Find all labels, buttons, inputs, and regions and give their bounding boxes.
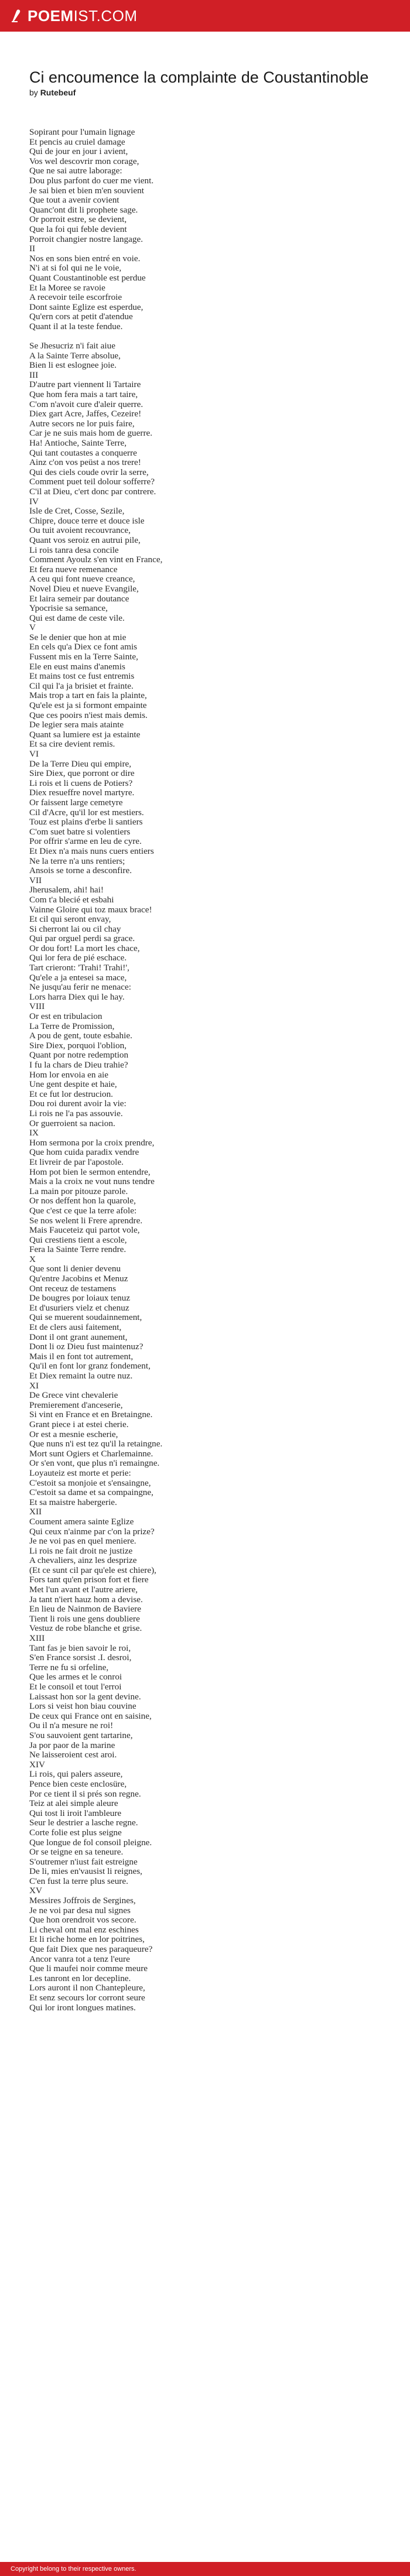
poem-line: Li rois, qui palers asseure, [29,1769,123,1780]
poem-line: Et pencis au cruiel damage [29,136,125,147]
poem-line: Sire Diex, que porront or dire [29,768,135,779]
poem-line: Met l'un avant et l'autre ariere, [29,1585,138,1595]
poem-line: Que les armes et le conroi [29,1672,122,1682]
poem-line: Je sai bien et bien m'en souvient [29,185,144,196]
poem-line: Ou tuit avoient recouvrance, [29,525,131,536]
poem-line: Que longue de fol consoil pleigne. [29,1837,152,1848]
poem-line: Mais trop a tart en fais la plainte, [29,690,147,701]
poem-line: Coument amera sainte Eglize [29,1516,134,1527]
poem-line: Et la Moree se ravoie [29,282,105,293]
poem-line: Autre secors ne lor puis faire, [29,418,135,429]
poem-line: Se nos welent li Frere aprendre. [29,1215,143,1226]
poem-line: Et senz secours lor corront seure [29,1993,145,2003]
poem-line: V [29,622,36,633]
poem-line: XIV [29,1759,45,1770]
poem-line: Fussent mis en la Terre Sainte, [29,652,138,662]
poem-line: Sopirant pour l'umain lignage [29,127,135,137]
poem-line: Fors tant qu'en prison fort et fiere [29,1575,149,1585]
poem-line: Ele en eust mains d'anemis [29,661,125,672]
poem-line: Que c'est ce que la terre afole: [29,1205,137,1216]
poem-line: Et sa cire devient remis. [29,739,115,750]
poem-line: XV [29,1886,42,1896]
poem-line: Et mains tost ce fust entremis [29,671,135,682]
poem-line: S'ou sauvoient gent tartarine, [29,1730,133,1740]
brand-thin: IST.COM [73,6,138,25]
poem-author[interactable]: Rutebeuf [40,88,76,97]
poem-line: Mais Fauceteiz qui partot vole, [29,1225,140,1236]
poem-line: Dou plus parfont do cuer me vient. [29,175,154,186]
poem-line: Qui de jour en jour i avient, [29,146,128,157]
poem-line: Et Diex remaint la outre nuz. [29,1371,133,1381]
poem-line: Qui est dame de ceste vile. [29,613,125,623]
poem-line: Et d'usuriers vielz et chenuz [29,1302,129,1313]
poem-line: Se le denier que hon at mie [29,632,127,642]
poem-line: Et livreir de par l'apostole. [29,1157,124,1167]
poem-line: Diex gart Acre, Jaffes, Cezeire! [29,409,142,419]
poem-line: Les tanront en lor decepline. [29,1973,131,1983]
poem-line: Or se teigne en sa teneure. [29,1847,124,1857]
poem-line: C'en fust la terre plus seure. [29,1876,128,1886]
poem-line: Or dou fort! La mort les chace, [29,943,140,953]
poem-line: Or porroit estre, se devient, [29,214,127,225]
poem-line: Tart crieront: 'Trahi! Trahi!', [29,963,129,973]
poem-line: Ont receuz de testamens [29,1283,117,1294]
poem-line: Que fait Diex que nes paraqueure? [29,1944,153,1955]
poem-line: Et laira semeir par doutance [29,593,129,604]
poem-line: En cels qu'a Diex ce font amis [29,642,138,652]
poem-line: XII [29,1507,42,1517]
poem-line: Je ne voi par desa nul signes [29,1905,131,1915]
poem-line: Car je ne suis mais hom de guerre. [29,428,153,439]
poem-line: Qui se muerent soudainnement, [29,1312,142,1323]
poem-line: A pou de gent, toute esbahie. [29,1031,132,1041]
poem-line: Qui tant coutastes a conquerre [29,447,137,458]
poem-content [0,32,410,2013]
poem-line: Qui ceux n'ainme par c'on la prize? [29,1526,155,1537]
poem-line: VI [29,749,39,759]
poem-line: A ceu qui font nueve creance, [29,574,135,584]
poem-line: Qu'ele est ja si formont empainte [29,700,147,711]
poem-line: Dont sainte Eglize est esperdue, [29,302,144,312]
poem-line: Diex resueffre novel martyre. [29,788,135,798]
poem-line: De li, mies en'vausist li reignes, [29,1866,142,1877]
poem-line: Mais il en font tot autrement, [29,1351,134,1361]
poem-line: Ypocrisie sa semance, [29,603,108,614]
poem-line: Qui crestiens tient a escole, [29,1234,127,1245]
poem-line: Si cherront lai ou cil chay [29,923,121,934]
poem-line: Je ne voi pas en quel meniere. [29,1536,136,1547]
poem-line: Et Diex n'a mais nuns cuers entiers [29,846,154,856]
poem-line: Or est en tribulacion [29,1011,102,1022]
poem-line: Or guerroient sa nacion. [29,1118,115,1128]
poem-line: III [29,370,39,380]
poem-line: Tant fas je bien savoir le roi, [29,1643,131,1653]
poem-line: C'om suet batre si volentiers [29,826,131,837]
poem-line: De la Terre Dieu qui empire, [29,758,132,769]
poem-line: Qu'il en font lor granz fondement, [29,1361,151,1371]
poem-line: Li rois et li cuens de Potiers? [29,778,133,788]
poem-line: Novel Dieu et nueve Evangile, [29,583,139,594]
poem-line: Nos en sons bien entré en voie. [29,253,141,264]
poem-line: Or s'en vont, que plus n'i remaingne. [29,1458,160,1469]
poem-line: Ainz c'on vos peüst a nos trere! [29,457,141,468]
poem-line: C'om n'avoit cure d'aleir querre. [29,399,144,409]
poem-line: Ja tant n'iert hauz hom a devise. [29,1594,143,1605]
poem-line: Comment puet teil dolour sofferre? [29,477,155,487]
poem-line: Dont li oz Dieu fust maintenuz? [29,1342,144,1352]
poem-line: Or est a mesnie escherie, [29,1429,118,1439]
poem-line: D'autre part viennent li Tartaire [29,379,141,390]
poem-line: Tient li rois une gens doubliere [29,1613,140,1624]
poem-line: Qu'ern cors at petit d'atendue [29,312,133,322]
poem-line: Que li maufei noir comme meure [29,1963,148,1974]
poem-line: Pence bien ceste enclosüre, [29,1778,127,1789]
poem-line: Se Jhesucriz n'i fait aiue [29,341,115,351]
poem-line: Li rois ne fait droit ne justize [29,1545,133,1556]
poem-line: La main por pitouze parole. [29,1186,128,1196]
poem-line: I fu la chars de Dieu trahie? [29,1060,128,1070]
poem-line: Quanc'ont dit li prophete sage. [29,204,138,215]
poem-line: Que tout a avenir covient [29,195,119,206]
poem-line: Qui des ciels coude ovrir la serre, [29,467,149,477]
poem-line: Seur le destrier a lasche regne. [29,1818,138,1828]
poem-line: Com t'a blecié et esbahi [29,894,114,905]
poem-line: Ne la terre n'a uns rentiers; [29,856,125,866]
poem-line: Vestuz de robe blanche et grise. [29,1623,142,1634]
poem-line: C'estoit sa dame et sa compaingne, [29,1487,153,1498]
poem-line: Dont il ont grant aunement, [29,1332,128,1342]
poem-line: A recevoir teile escorfroie [29,292,122,303]
poem-title: Ci encoumence la complainte de Coustantinoble [29,69,369,86]
poem-line: Chipre, douce terre et douce isle [29,515,145,526]
poem-line: Que hom fera mais a tart taire, [29,389,138,400]
poem-line: Ou il n'a mesure ne roi! [29,1720,114,1731]
poem-line: Que la foi qui feble devient [29,224,127,234]
byline-prefix: by [29,88,38,97]
poem-line: Ne jusqu'au ferir ne menace: [29,982,131,993]
poem-line: Quant Coustantinoble est perdue [29,272,146,283]
poem-line: Hom pot bien le sermon entendre, [29,1166,151,1177]
poem-byline [29,88,410,97]
poem-line: Mais a la croix ne vout nuns tendre [29,1176,155,1187]
poem-line: S'en France sorsist .I. desroi, [29,1653,132,1663]
poem-line: C'estoit sa monjoie et s'ensaingne, [29,1477,151,1488]
poem-line: N'i at si fol qui ne le voie, [29,263,122,273]
poem-line: Messires Joffrois de Sergines, [29,1896,136,1906]
poem-line: Qui par orguel perdi sa grace. [29,933,135,944]
poem-line: Et li riche home en lor poitrines, [29,1934,145,1945]
poem-line: Que ces pooirs n'iest mais demis. [29,710,148,720]
poem-line: Ancor vanra tot a tenz l'eure [29,1954,130,1964]
poem-line: Comment Ayoulz s'en vint en France, [29,555,163,565]
quill-pen-icon [11,9,23,23]
poem-line: Ha! Antioche, Sainte Terre, [29,438,127,448]
poem-line: Lors si veist hon biau couvine [29,1701,136,1712]
poem-line: Or nos deffent hon la quarole, [29,1196,136,1206]
poem-line: Li cheval ont mal enz eschines [29,1924,139,1935]
poem-line: Hom lor envoia en aie [29,1069,108,1080]
poem-line: Quant il at la teste fendue. [29,321,123,331]
poem-line: Loyauteiz est morte et perie: [29,1467,131,1478]
poem-line: VIII [29,1001,45,1012]
poem-line: IV [29,496,39,507]
poem-line: II [29,244,36,254]
site-logo[interactable] [11,7,138,25]
poem-line: Vainne Gloire qui toz maux brace! [29,904,152,915]
poem-line: Quant sa lumiere est ja estainte [29,729,141,740]
poem-line: Jherusalem, ahi! hai! [29,885,104,895]
poem-line: Qu'ele a ja entesei sa mace, [29,972,127,983]
poem-line: Une gent despite et haie, [29,1079,117,1090]
poem-line: Or faissent large cemetyre [29,797,123,808]
poem-line: S'outremer n'iust fait estreigne [29,1856,138,1867]
poem-line: Mort sunt Ogiers et Charlemainne. [29,1448,153,1459]
poem-line: Cil d'Acre, qu'il lor est mestiers. [29,807,144,817]
poem-line: XI [29,1380,39,1391]
poem-line: Et le consoil et tout l'erroi [29,1682,122,1692]
poem-line: Lors harra Diex qui le hay. [29,991,125,1002]
poem-line: Et sa maistre habergerie. [29,1497,117,1507]
poem-line: Laissast hon sor la gent devine. [29,1691,141,1702]
poem-line: Que sont li denier devenu [29,1264,121,1274]
poem-line: Premierement d'anceserie, [29,1400,123,1410]
poem-line: Qu'entre Jacobins et Menuz [29,1274,128,1284]
poem-line: X [29,1254,36,1264]
poem-line: Li rois tanra desa concile [29,545,119,555]
poem-line: Corte folie est plus seigne [29,1827,122,1838]
poem-line: Por ce tient il si prés son regne. [29,1788,141,1799]
poem-line: (Et ce sunt cil par qu'ele est chiere), [29,1565,156,1575]
site-footer [0,2562,410,2576]
poem-line: Terre ne fu si orfeline, [29,1662,109,1672]
poem-line: La Terre de Promission, [29,1021,115,1031]
poem-body [29,128,410,2013]
poem-line: Cil qui l'a ja brisiet et frainte. [29,680,134,691]
poem-line: Dou roi durent avoir la vie: [29,1099,127,1109]
poem-line: De bougres por loiaux tenuz [29,1293,131,1304]
poem-line: Et ce fut lor destrucion. [29,1089,113,1099]
poem-line: Sire Diex, porquoi l'oblion, [29,1040,127,1051]
poem-line: Qui tost li iroit l'ambleure [29,1808,122,1818]
poem-line: Lors auront il non Chantepleure, [29,1983,145,1993]
poem-line: C'il at Dieu, c'ert donc par contrere. [29,486,156,497]
poem-line: XIII [29,1633,45,1644]
site-brand [28,7,138,25]
poem-line: Et de clers ausi faitement, [29,1322,122,1333]
poem-line: De legier sera mais atainte [29,720,124,730]
poem-line: Que ne sai autre laborage: [29,166,122,176]
poem-line: Que hon orendroit vos secore. [29,1915,136,1925]
poem-line: Grant piece i at estei cherie. [29,1419,129,1429]
poem-line: Quant por notre redemption [29,1050,129,1060]
poem-line: Hom sermona por la croix prendre, [29,1137,155,1148]
poem-line: Li rois ne l'a pas assouvie. [29,1108,123,1118]
poem-line: Por offrir s'arme en leu de cyre. [29,836,142,847]
poem-line: En lieu de Nainmon de Baviere [29,1604,142,1614]
poem-line: Teiz at alei simple aleure [29,1798,118,1809]
poem-line: IX [29,1128,39,1138]
poem-line: VII [29,875,42,885]
poem-line: Bien li est eslognee joie. [29,360,117,371]
copyright-text: Copyright belong to their respective owners. [11,2565,136,2572]
poem-line: Et cil qui seront envay, [29,914,111,925]
poem-line: Isle de Cret, Cosse, Sezile, [29,506,125,516]
poem-line: Ne laisseroient cest aroi. [29,1750,117,1760]
site-header [0,0,410,32]
poem-line: De ceux qui France ont en saisine, [29,1711,152,1721]
poem-line: Et fera nueve remenance [29,564,118,574]
poem-line: A la Sainte Terre absolue, [29,350,121,361]
poem-line: Fera la Sainte Terre rendre. [29,1244,127,1255]
poem-line: Qui lor fera de pié eschace. [29,953,127,963]
poem-line [29,331,410,341]
poem-line: Porroit changier nostre langage. [29,234,143,244]
poem-line: Si vint en France et en Bretaingne. [29,1410,153,1420]
poem-line: Quant vos seroiz en autrui pile, [29,535,141,545]
poem-line: Que nuns n'i est tez qu'il la retaingne. [29,1439,163,1449]
poem-line: A chevaliers, ainz les desprize [29,1555,137,1566]
poem-line: Ansois se torne a desconfire. [29,865,132,876]
poem-line: Que hom cuida paradix vendre [29,1147,139,1158]
poem-line: Touz est plains d'erbe li santiers [29,817,143,827]
brand-bold: POEM [28,6,74,25]
poem-line: De Grece vint chevalerie [29,1390,118,1401]
poem-line: Ja por paor de la marine [29,1740,115,1750]
poem-line: Qui lor iront longues matines. [29,2002,136,2013]
poem-line: Vos wel descovrir mon corage, [29,156,139,166]
